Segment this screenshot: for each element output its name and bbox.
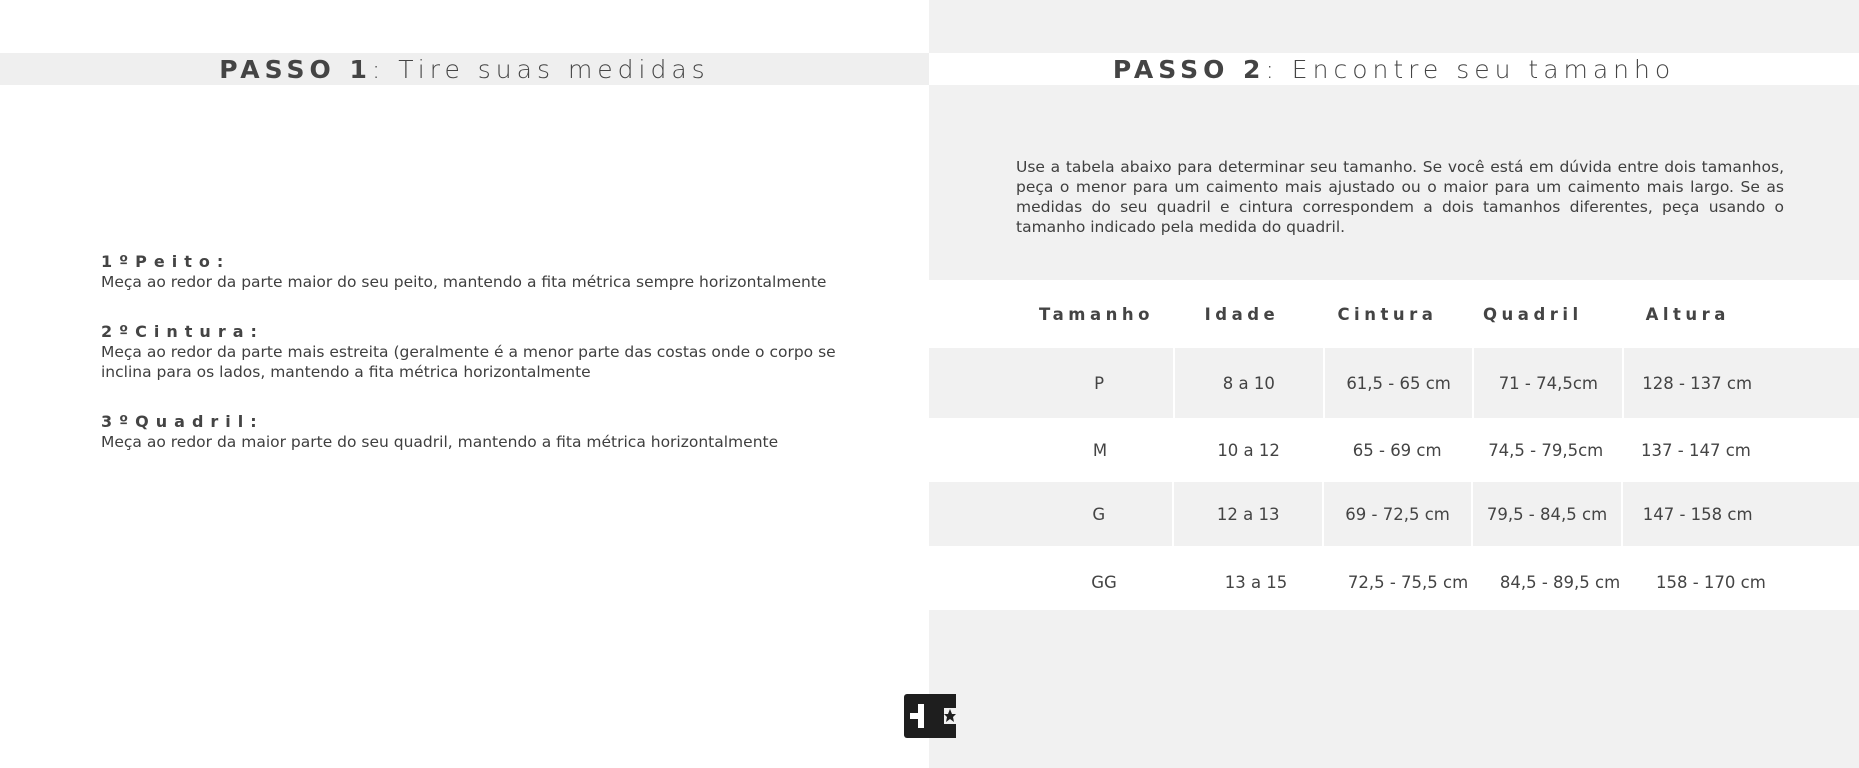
table-cell: 128 - 137 cm (1624, 348, 1859, 418)
step1-header (0, 53, 929, 85)
table-row (929, 546, 1859, 610)
table-header-row (929, 280, 1859, 348)
table-cell: M (1092, 440, 1108, 460)
table-cell: 137 - 147 cm (1641, 440, 1751, 460)
table-row (929, 482, 1859, 546)
measure-title: 3ºQuadril: (101, 412, 264, 431)
table-row (929, 418, 1859, 482)
step1-panel (0, 0, 929, 768)
measure-chest (101, 252, 861, 292)
measure-title: 1ºPeito: (101, 252, 231, 271)
table-cell: 79,5 - 84,5 cm (1473, 482, 1622, 546)
table-cell: 84,5 - 89,5 cm (1499, 572, 1621, 592)
table-cell: 65 - 69 cm (1352, 440, 1442, 460)
table-cell: 71 - 74,5cm (1474, 348, 1624, 418)
table-spacer (929, 482, 1025, 546)
measure-text: Meça ao redor da parte maior do seu peito, mantendo a fita métrica sempre horizontalmente (101, 273, 827, 291)
header-tamanho: Tamanho (1039, 304, 1154, 324)
table-spacer (929, 348, 1025, 418)
step1-title-text: : Tire suas medidas (371, 54, 710, 84)
measure-waist (101, 322, 861, 382)
table-cell: GG (1091, 572, 1117, 592)
step2-title-text: : Encontre seu tamanho (1265, 54, 1676, 84)
table-cell: 8 a 10 (1175, 348, 1325, 418)
table-spacer (929, 546, 1028, 610)
table-cell: 147 - 158 cm (1623, 482, 1859, 546)
step2-panel (929, 0, 1859, 768)
size-intro-text: Use a tabela abaixo para determinar seu tamanho. Se você está em dúvida entre dois tamanhos, peça o menor para um caimento mais ajustado ou o maior para um caimento mais largo. Se as medidas do seu quadril e cintura correspondem a dois tamanhos diferentes, peça usando o tamanho indicado pela medida do quadril. (1016, 158, 1784, 236)
measure-text: Meça ao redor da parte mais estreita (geralmente é a menor parte das costas onde o corpo se inclina para os lados, mantendo a fita métrica horizontalmente (101, 343, 836, 381)
step1-title (219, 55, 709, 84)
step1-label: PASSO 1 (219, 54, 372, 84)
table-row (929, 348, 1859, 418)
table-cell: 69 - 72,5 cm (1324, 482, 1473, 546)
table-spacer (929, 280, 1024, 348)
step2-label: PASSO 2 (1112, 54, 1266, 84)
table-cell: 74,5 - 79,5cm (1488, 440, 1604, 460)
header-idade: Idade (1204, 304, 1280, 324)
table-cell: P (1025, 348, 1175, 418)
header-altura: Altura (1645, 304, 1730, 324)
table-cell: 10 a 12 (1217, 440, 1280, 460)
step2-header (929, 53, 1859, 85)
header-cintura: Cintura (1337, 304, 1438, 324)
table-cell: 13 a 15 (1224, 572, 1288, 592)
measurement-instructions (101, 252, 861, 482)
header-quadril: Quadril (1483, 304, 1583, 324)
table-spacer (929, 418, 1026, 482)
step2-title (1113, 55, 1675, 84)
measure-hip (101, 412, 861, 452)
table-cell: G (1025, 482, 1174, 546)
dc-logo-icon (904, 694, 956, 738)
table-cell: 158 - 170 cm (1656, 572, 1766, 592)
table-cell: 61,5 - 65 cm (1325, 348, 1475, 418)
table-cell: 72,5 - 75,5 cm (1347, 572, 1469, 592)
measure-title: 2ºCintura: (101, 322, 264, 341)
table-cell: 12 a 13 (1174, 482, 1323, 546)
size-table (929, 280, 1859, 610)
dc-logo-svg (904, 694, 956, 738)
measure-text: Meça ao redor da maior parte do seu quadril, mantendo a fita métrica horizontalmente (101, 433, 779, 451)
